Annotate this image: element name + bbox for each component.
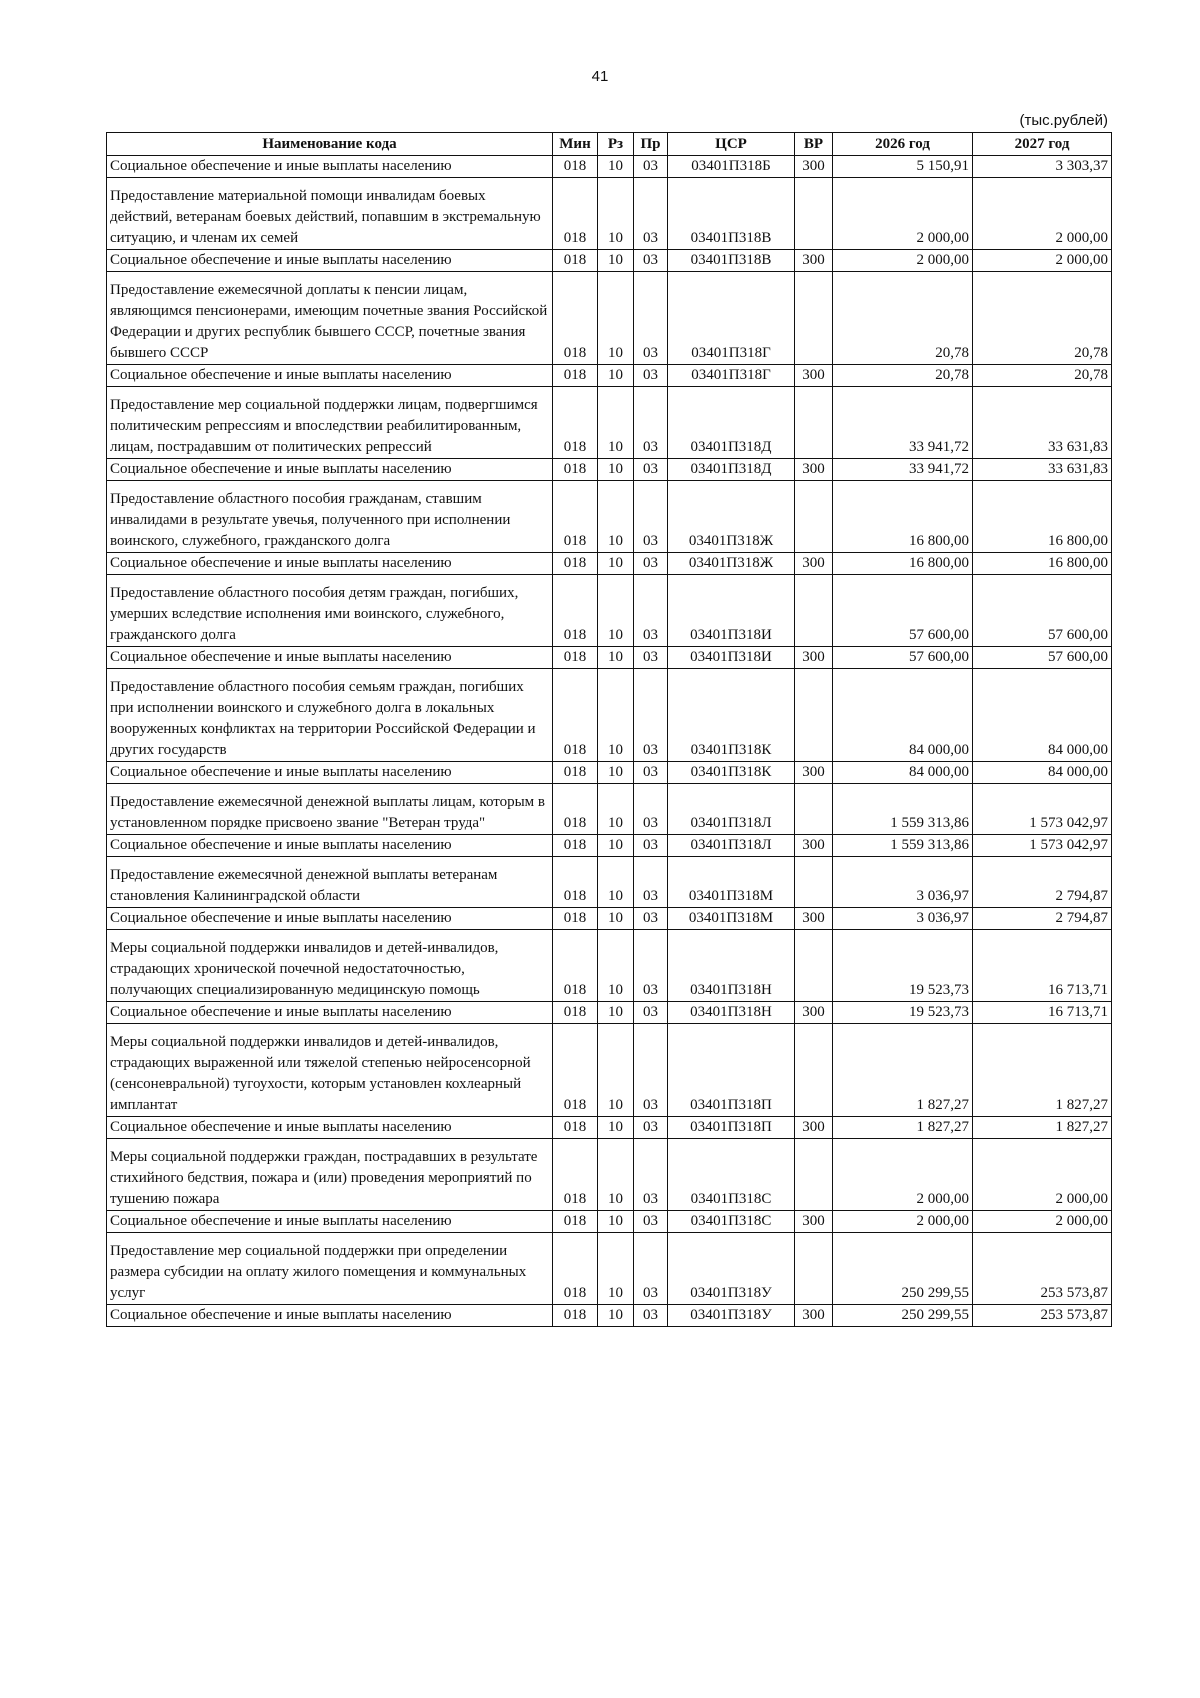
cell-rz: 10	[598, 156, 634, 178]
cell-min: 018	[553, 365, 598, 387]
cell-2026: 3 036,97	[833, 908, 973, 930]
cell-vr: 300	[795, 908, 833, 930]
cell-2026: 84 000,00	[833, 762, 973, 784]
table-row	[107, 481, 1112, 553]
cell-name: Предоставление материальной помощи инвалидам боевых действий, ветеранам боевых действий, попавшим в экстремальную ситуацию, и членам их семей	[107, 178, 553, 250]
cell-pr: 03	[634, 784, 668, 835]
table-row	[107, 250, 1112, 272]
cell-2027: 57 600,00	[973, 647, 1112, 669]
cell-pr: 03	[634, 647, 668, 669]
table-row	[107, 1139, 1112, 1211]
cell-rz: 10	[598, 459, 634, 481]
cell-vr: 300	[795, 1002, 833, 1024]
cell-2027: 84 000,00	[973, 762, 1112, 784]
cell-2026: 84 000,00	[833, 669, 973, 762]
cell-rz: 10	[598, 1233, 634, 1305]
header-min: Мин	[553, 133, 598, 156]
cell-2026: 2 000,00	[833, 1211, 973, 1233]
cell-name: Социальное обеспечение и иные выплаты населению	[107, 647, 553, 669]
cell-csr: 03401П318М	[668, 857, 795, 908]
cell-rz: 10	[598, 481, 634, 553]
cell-2027: 16 713,71	[973, 1002, 1112, 1024]
cell-name: Социальное обеспечение и иные выплаты населению	[107, 1305, 553, 1327]
table-row	[107, 647, 1112, 669]
cell-rz: 10	[598, 575, 634, 647]
cell-2027: 20,78	[973, 365, 1112, 387]
cell-pr: 03	[634, 156, 668, 178]
cell-csr: 03401П318Д	[668, 387, 795, 459]
cell-2027: 253 573,87	[973, 1305, 1112, 1327]
cell-vr: 300	[795, 250, 833, 272]
cell-vr: 300	[795, 156, 833, 178]
cell-name: Социальное обеспечение и иные выплаты населению	[107, 553, 553, 575]
cell-pr: 03	[634, 1117, 668, 1139]
table-row	[107, 365, 1112, 387]
cell-2026: 5 150,91	[833, 156, 973, 178]
cell-rz: 10	[598, 835, 634, 857]
cell-vr	[795, 481, 833, 553]
cell-vr: 300	[795, 553, 833, 575]
table-row	[107, 272, 1112, 365]
cell-min: 018	[553, 647, 598, 669]
cell-2026: 1 827,27	[833, 1024, 973, 1117]
cell-name: Предоставление ежемесячной денежной выплаты ветеранам становления Калининградской области	[107, 857, 553, 908]
cell-2026: 20,78	[833, 365, 973, 387]
table-row	[107, 387, 1112, 459]
cell-pr: 03	[634, 1233, 668, 1305]
cell-vr	[795, 387, 833, 459]
cell-min: 018	[553, 178, 598, 250]
cell-name: Предоставление ежемесячной денежной выплаты лицам, которым в установленном порядке присвоено звание "Ветеран труда"	[107, 784, 553, 835]
cell-csr: 03401П318Л	[668, 835, 795, 857]
cell-vr: 300	[795, 1305, 833, 1327]
cell-rz: 10	[598, 1305, 634, 1327]
cell-2026: 2 000,00	[833, 178, 973, 250]
table-row	[107, 1117, 1112, 1139]
table-row	[107, 459, 1112, 481]
cell-2027: 2 000,00	[973, 1139, 1112, 1211]
cell-rz: 10	[598, 272, 634, 365]
header-csr: ЦСР	[668, 133, 795, 156]
cell-pr: 03	[634, 857, 668, 908]
cell-min: 018	[553, 156, 598, 178]
cell-rz: 10	[598, 908, 634, 930]
cell-name: Социальное обеспечение и иные выплаты населению	[107, 908, 553, 930]
cell-2026: 2 000,00	[833, 250, 973, 272]
cell-2027: 2 000,00	[973, 1211, 1112, 1233]
cell-pr: 03	[634, 908, 668, 930]
table-row	[107, 669, 1112, 762]
table-row	[107, 1024, 1112, 1117]
cell-2027: 2 794,87	[973, 908, 1112, 930]
cell-csr: 03401П318Ж	[668, 553, 795, 575]
cell-2026: 19 523,73	[833, 1002, 973, 1024]
cell-min: 018	[553, 835, 598, 857]
cell-2026: 33 941,72	[833, 387, 973, 459]
cell-vr	[795, 1024, 833, 1117]
cell-2026: 57 600,00	[833, 575, 973, 647]
cell-min: 018	[553, 857, 598, 908]
cell-pr: 03	[634, 762, 668, 784]
cell-2026: 250 299,55	[833, 1305, 973, 1327]
cell-csr: 03401П318В	[668, 250, 795, 272]
cell-pr: 03	[634, 459, 668, 481]
cell-name: Социальное обеспечение и иные выплаты населению	[107, 459, 553, 481]
units-label: (тыс.рублей)	[1019, 112, 1108, 129]
header-2027: 2027 год	[973, 133, 1112, 156]
table-header-row	[107, 133, 1112, 156]
cell-rz: 10	[598, 1139, 634, 1211]
cell-2027: 2 794,87	[973, 857, 1112, 908]
cell-rz: 10	[598, 930, 634, 1002]
table-row	[107, 1233, 1112, 1305]
cell-rz: 10	[598, 1117, 634, 1139]
cell-vr: 300	[795, 835, 833, 857]
cell-csr: 03401П318С	[668, 1139, 795, 1211]
table-row	[107, 1211, 1112, 1233]
table-row	[107, 930, 1112, 1002]
table-row	[107, 762, 1112, 784]
cell-2027: 3 303,37	[973, 156, 1112, 178]
cell-min: 018	[553, 575, 598, 647]
budget-table	[106, 132, 1112, 1327]
cell-2027: 253 573,87	[973, 1233, 1112, 1305]
cell-2026: 57 600,00	[833, 647, 973, 669]
cell-name: Социальное обеспечение и иные выплаты населению	[107, 835, 553, 857]
cell-pr: 03	[634, 669, 668, 762]
cell-2027: 1 827,27	[973, 1117, 1112, 1139]
cell-2027: 2 000,00	[973, 250, 1112, 272]
cell-csr: 03401П318В	[668, 178, 795, 250]
cell-2027: 33 631,83	[973, 459, 1112, 481]
cell-2027: 1 827,27	[973, 1024, 1112, 1117]
cell-vr	[795, 669, 833, 762]
table-row	[107, 553, 1112, 575]
cell-pr: 03	[634, 575, 668, 647]
cell-rz: 10	[598, 762, 634, 784]
cell-2027: 33 631,83	[973, 387, 1112, 459]
cell-vr	[795, 784, 833, 835]
table-row	[107, 784, 1112, 835]
cell-min: 018	[553, 1117, 598, 1139]
cell-vr: 300	[795, 647, 833, 669]
cell-2026: 2 000,00	[833, 1139, 973, 1211]
cell-vr	[795, 178, 833, 250]
cell-vr	[795, 575, 833, 647]
cell-2026: 33 941,72	[833, 459, 973, 481]
cell-2027: 1 573 042,97	[973, 835, 1112, 857]
cell-rz: 10	[598, 784, 634, 835]
header-vr: ВР	[795, 133, 833, 156]
cell-pr: 03	[634, 1024, 668, 1117]
table-row	[107, 835, 1112, 857]
table-row	[107, 178, 1112, 250]
cell-min: 018	[553, 669, 598, 762]
cell-name: Социальное обеспечение и иные выплаты населению	[107, 1211, 553, 1233]
cell-name: Предоставление мер социальной поддержки при определении размера субсидии на оплату жилого помещения и коммунальных услуг	[107, 1233, 553, 1305]
cell-pr: 03	[634, 1139, 668, 1211]
cell-min: 018	[553, 250, 598, 272]
cell-min: 018	[553, 272, 598, 365]
cell-name: Социальное обеспечение и иные выплаты населению	[107, 156, 553, 178]
cell-name: Социальное обеспечение и иные выплаты населению	[107, 1117, 553, 1139]
cell-2027: 16 713,71	[973, 930, 1112, 1002]
cell-2027: 1 573 042,97	[973, 784, 1112, 835]
table-row	[107, 156, 1112, 178]
cell-min: 018	[553, 1139, 598, 1211]
table-row	[107, 857, 1112, 908]
cell-rz: 10	[598, 1024, 634, 1117]
cell-vr: 300	[795, 762, 833, 784]
cell-name: Социальное обеспечение и иные выплаты населению	[107, 762, 553, 784]
cell-2026: 16 800,00	[833, 553, 973, 575]
cell-pr: 03	[634, 1002, 668, 1024]
cell-min: 018	[553, 387, 598, 459]
cell-csr: 03401П318Н	[668, 930, 795, 1002]
cell-rz: 10	[598, 178, 634, 250]
cell-min: 018	[553, 1024, 598, 1117]
cell-pr: 03	[634, 387, 668, 459]
cell-2026: 250 299,55	[833, 1233, 973, 1305]
cell-vr	[795, 1139, 833, 1211]
cell-name: Предоставление областного пособия гражданам, ставшим инвалидами в результате увечья, полученного при исполнении воинского, служебного, гражданского долга	[107, 481, 553, 553]
cell-min: 018	[553, 1002, 598, 1024]
cell-pr: 03	[634, 481, 668, 553]
cell-pr: 03	[634, 835, 668, 857]
cell-csr: 03401П318И	[668, 647, 795, 669]
table-row	[107, 1305, 1112, 1327]
cell-rz: 10	[598, 387, 634, 459]
cell-rz: 10	[598, 365, 634, 387]
table-row	[107, 575, 1112, 647]
cell-min: 018	[553, 553, 598, 575]
cell-name: Социальное обеспечение и иные выплаты населению	[107, 1002, 553, 1024]
cell-2027: 2 000,00	[973, 178, 1112, 250]
cell-csr: 03401П318С	[668, 1211, 795, 1233]
cell-2027: 20,78	[973, 272, 1112, 365]
cell-pr: 03	[634, 272, 668, 365]
cell-2026: 20,78	[833, 272, 973, 365]
cell-csr: 03401П318Д	[668, 459, 795, 481]
cell-csr: 03401П318К	[668, 762, 795, 784]
cell-name: Меры социальной поддержки граждан, пострадавших в результате стихийного бедствия, пожара и (или) проведения мероприятий по тушению пожара	[107, 1139, 553, 1211]
cell-pr: 03	[634, 1211, 668, 1233]
header-rz: Рз	[598, 133, 634, 156]
header-name: Наименование кода	[107, 133, 553, 156]
header-pr: Пр	[634, 133, 668, 156]
cell-csr: 03401П318Г	[668, 272, 795, 365]
cell-2026: 3 036,97	[833, 857, 973, 908]
cell-name: Социальное обеспечение и иные выплаты населению	[107, 365, 553, 387]
cell-2027: 57 600,00	[973, 575, 1112, 647]
cell-vr: 300	[795, 1211, 833, 1233]
cell-rz: 10	[598, 647, 634, 669]
cell-min: 018	[553, 930, 598, 1002]
cell-vr: 300	[795, 459, 833, 481]
cell-2026: 1 559 313,86	[833, 835, 973, 857]
cell-csr: 03401П318Г	[668, 365, 795, 387]
cell-pr: 03	[634, 553, 668, 575]
cell-csr: 03401П318У	[668, 1233, 795, 1305]
cell-rz: 10	[598, 669, 634, 762]
cell-pr: 03	[634, 1305, 668, 1327]
cell-csr: 03401П318И	[668, 575, 795, 647]
cell-name: Предоставление областного пособия детям граждан, погибших, умерших вследствие исполнения ими воинского, служебного, гражданского долга	[107, 575, 553, 647]
cell-vr	[795, 1233, 833, 1305]
cell-min: 018	[553, 459, 598, 481]
cell-csr: 03401П318Ж	[668, 481, 795, 553]
table-body	[107, 156, 1112, 1327]
table-row	[107, 908, 1112, 930]
cell-pr: 03	[634, 365, 668, 387]
cell-vr: 300	[795, 1117, 833, 1139]
cell-name: Меры социальной поддержки инвалидов и детей-инвалидов, страдающих хронической почечной недостаточностью, получающих специализированную медицинскую помощь	[107, 930, 553, 1002]
cell-pr: 03	[634, 250, 668, 272]
cell-csr: 03401П318П	[668, 1024, 795, 1117]
cell-vr: 300	[795, 365, 833, 387]
cell-name: Предоставление областного пособия семьям граждан, погибших при исполнении воинского и служебного долга в локальных вооруженных конфликтах на территории Российской Федерации и других государств	[107, 669, 553, 762]
cell-2026: 1 827,27	[833, 1117, 973, 1139]
cell-min: 018	[553, 908, 598, 930]
cell-vr	[795, 272, 833, 365]
cell-csr: 03401П318Н	[668, 1002, 795, 1024]
cell-min: 018	[553, 1233, 598, 1305]
cell-2027: 16 800,00	[973, 481, 1112, 553]
cell-csr: 03401П318У	[668, 1305, 795, 1327]
cell-min: 018	[553, 481, 598, 553]
cell-pr: 03	[634, 930, 668, 1002]
cell-min: 018	[553, 784, 598, 835]
cell-csr: 03401П318Б	[668, 156, 795, 178]
cell-csr: 03401П318К	[668, 669, 795, 762]
table-row	[107, 1002, 1112, 1024]
cell-min: 018	[553, 1211, 598, 1233]
cell-csr: 03401П318Л	[668, 784, 795, 835]
cell-name: Предоставление мер социальной поддержки лицам, подвергшимся политическим репрессиям и впоследствии реабилитированным, лицам, пострадавшим от политических репрессий	[107, 387, 553, 459]
cell-vr	[795, 857, 833, 908]
cell-min: 018	[553, 762, 598, 784]
header-2026: 2026 год	[833, 133, 973, 156]
page-number: 41	[591, 68, 609, 85]
cell-2027: 84 000,00	[973, 669, 1112, 762]
cell-rz: 10	[598, 250, 634, 272]
cell-rz: 10	[598, 553, 634, 575]
cell-name: Меры социальной поддержки инвалидов и детей-инвалидов, страдающих выраженной или тяжелой степенью нейросенсорной (сенсоневральной) тугоухости, которым установлен кохлеарный имплантат	[107, 1024, 553, 1117]
cell-csr: 03401П318М	[668, 908, 795, 930]
cell-name: Социальное обеспечение и иные выплаты населению	[107, 250, 553, 272]
cell-rz: 10	[598, 1002, 634, 1024]
cell-2026: 19 523,73	[833, 930, 973, 1002]
cell-min: 018	[553, 1305, 598, 1327]
cell-vr	[795, 930, 833, 1002]
cell-2026: 16 800,00	[833, 481, 973, 553]
cell-csr: 03401П318П	[668, 1117, 795, 1139]
cell-rz: 10	[598, 1211, 634, 1233]
cell-rz: 10	[598, 857, 634, 908]
cell-pr: 03	[634, 178, 668, 250]
cell-name: Предоставление ежемесячной доплаты к пенсии лицам, являющимся пенсионерами, имеющим почетные звания Российской Федерации и других республик бывшего СССР, почетные звания бывшего СССР	[107, 272, 553, 365]
cell-2026: 1 559 313,86	[833, 784, 973, 835]
cell-2027: 16 800,00	[973, 553, 1112, 575]
